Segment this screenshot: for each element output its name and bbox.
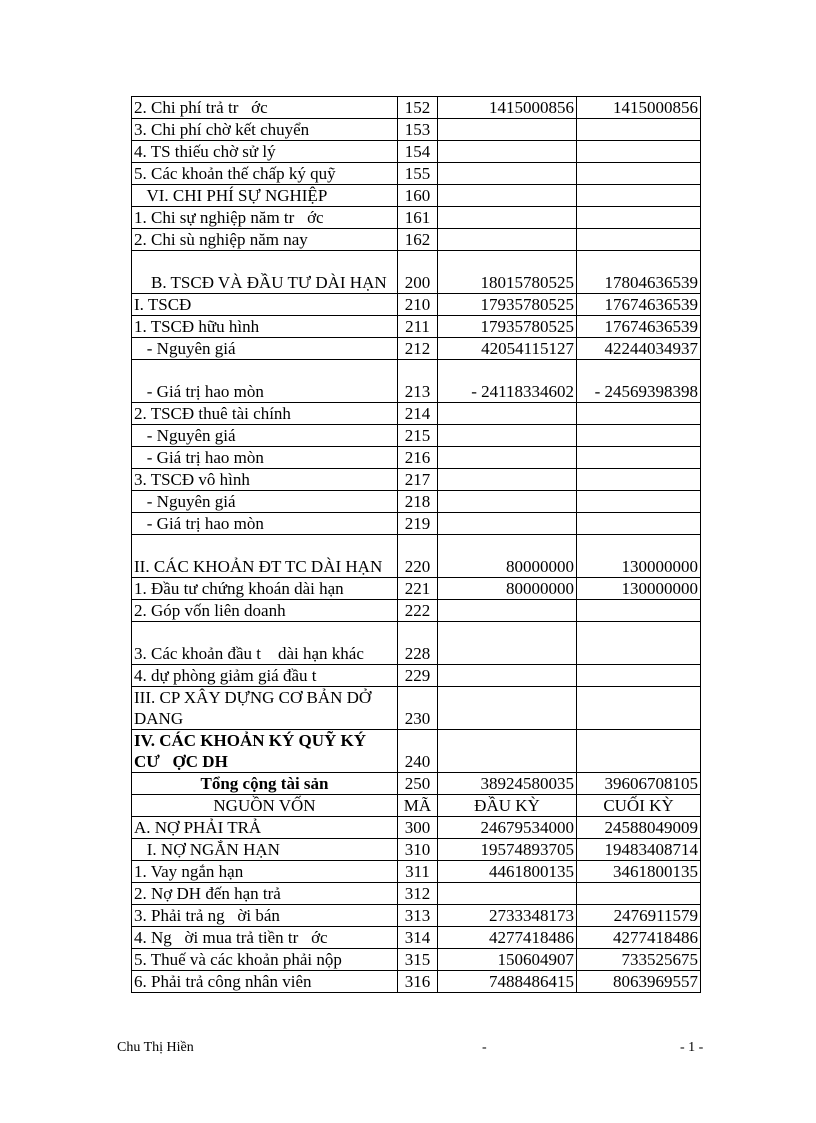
footer-separator: -	[482, 1040, 487, 1055]
table-row	[132, 316, 701, 338]
table-row	[132, 207, 701, 229]
row-label: 5. Các khoản thế chấp ký quỹ	[132, 163, 398, 185]
row-label: 2. Góp vốn liên doanh	[132, 600, 398, 622]
balance-sheet-body	[132, 97, 701, 993]
row-value-end	[577, 425, 701, 447]
table-row	[132, 185, 701, 207]
row-code: 217	[398, 469, 438, 491]
row-value-start	[438, 447, 577, 469]
row-value-end	[577, 687, 701, 730]
row-label: B. TSCĐ VÀ ĐẦU TƯ DÀI HẠN	[132, 251, 398, 294]
table-row	[132, 883, 701, 905]
footer-author: Chu Thị Hiền	[117, 1040, 194, 1055]
row-value-start	[438, 185, 577, 207]
table-row	[132, 251, 701, 294]
row-value-start: 80000000	[438, 535, 577, 578]
row-code: 216	[398, 447, 438, 469]
row-label: - Nguyên giá	[132, 491, 398, 513]
table-row	[132, 665, 701, 687]
table-row	[132, 687, 701, 730]
row-code: 211	[398, 316, 438, 338]
row-value-end: 4277418486	[577, 927, 701, 949]
row-value-end	[577, 447, 701, 469]
table-row	[132, 600, 701, 622]
row-value-start	[438, 425, 577, 447]
row-value-end: CUỐI KỲ	[577, 795, 701, 817]
row-label: - Nguyên giá	[132, 338, 398, 360]
row-code: 313	[398, 905, 438, 927]
row-code: 311	[398, 861, 438, 883]
row-value-end	[577, 883, 701, 905]
row-value-end	[577, 622, 701, 665]
row-value-start: - 24118334602	[438, 360, 577, 403]
row-label: I. NỢ NGẮN HẠN	[132, 839, 398, 861]
row-value-end	[577, 665, 701, 687]
row-label: NGUỒN VỐN	[132, 795, 398, 817]
row-label: 6. Phải trả công nhân viên	[132, 971, 398, 993]
row-value-start	[438, 403, 577, 425]
row-value-end	[577, 229, 701, 251]
row-value-end: 17804636539	[577, 251, 701, 294]
row-value-start: 17935780525	[438, 294, 577, 316]
row-value-end	[577, 185, 701, 207]
row-code: 153	[398, 119, 438, 141]
row-label: VI. CHI PHÍ SỰ NGHIỆP	[132, 185, 398, 207]
table-row	[132, 294, 701, 316]
table-row	[132, 927, 701, 949]
row-value-end: 19483408714	[577, 839, 701, 861]
row-code: 250	[398, 773, 438, 795]
row-value-start: 18015780525	[438, 251, 577, 294]
table-row	[132, 949, 701, 971]
row-label: 4. Ng ời mua trả tiền tr ớc	[132, 927, 398, 949]
row-value-end: 17674636539	[577, 294, 701, 316]
row-code: 300	[398, 817, 438, 839]
row-value-end	[577, 513, 701, 535]
row-code: 219	[398, 513, 438, 535]
table-row	[132, 971, 701, 993]
table-row	[132, 622, 701, 665]
row-value-end: - 24569398398	[577, 360, 701, 403]
table-row	[132, 535, 701, 578]
row-label: 1. Vay ngắn hạn	[132, 861, 398, 883]
row-label: - Giá trị hao mòn	[132, 513, 398, 535]
row-value-start: 80000000	[438, 578, 577, 600]
row-value-start: 4277418486	[438, 927, 577, 949]
table-row	[132, 141, 701, 163]
row-value-start	[438, 469, 577, 491]
row-value-start	[438, 207, 577, 229]
row-code: 210	[398, 294, 438, 316]
row-code: 154	[398, 141, 438, 163]
row-label: II. CÁC KHOẢN ĐT TC DÀI HẠN	[132, 535, 398, 578]
row-value-start: 150604907	[438, 949, 577, 971]
table-row	[132, 469, 701, 491]
row-code: 240	[398, 730, 438, 773]
row-code: 213	[398, 360, 438, 403]
row-value-start: 4461800135	[438, 861, 577, 883]
row-value-end: 42244034937	[577, 338, 701, 360]
row-value-start	[438, 141, 577, 163]
table-row	[132, 513, 701, 535]
row-value-start	[438, 163, 577, 185]
row-code: 315	[398, 949, 438, 971]
table-row	[132, 97, 701, 119]
row-label: 3. TSCĐ vô hình	[132, 469, 398, 491]
row-value-start: 42054115127	[438, 338, 577, 360]
footer-page-number: - 1 -	[680, 1040, 704, 1055]
row-code: 160	[398, 185, 438, 207]
table-row	[132, 119, 701, 141]
row-code: 310	[398, 839, 438, 861]
row-value-start: 17935780525	[438, 316, 577, 338]
row-label: 2. TSCĐ thuê tài chính	[132, 403, 398, 425]
row-label: 1. TSCĐ hữu hình	[132, 316, 398, 338]
row-value-end	[577, 491, 701, 513]
row-value-start	[438, 229, 577, 251]
row-label: 2. Nợ DH đến hạn trả	[132, 883, 398, 905]
row-value-start	[438, 687, 577, 730]
table-row	[132, 839, 701, 861]
row-value-end	[577, 163, 701, 185]
table-row	[132, 861, 701, 883]
row-value-start: 24679534000	[438, 817, 577, 839]
row-code: 229	[398, 665, 438, 687]
row-value-end: 8063969557	[577, 971, 701, 993]
table-header-row	[132, 795, 701, 817]
row-value-end: 2476911579	[577, 905, 701, 927]
table-row	[132, 403, 701, 425]
table-row	[132, 360, 701, 403]
row-label: 2. Chi phí trả tr ớc	[132, 97, 398, 119]
row-value-start: 1415000856	[438, 97, 577, 119]
row-label: 2. Chi sù nghiệp năm nay	[132, 229, 398, 251]
row-value-end: 3461800135	[577, 861, 701, 883]
row-value-start: 7488486415	[438, 971, 577, 993]
table-row	[132, 447, 701, 469]
row-code: 214	[398, 403, 438, 425]
row-code: 155	[398, 163, 438, 185]
row-value-end	[577, 600, 701, 622]
row-code: 316	[398, 971, 438, 993]
row-value-end	[577, 207, 701, 229]
row-value-start	[438, 119, 577, 141]
row-value-end	[577, 469, 701, 491]
row-code: 312	[398, 883, 438, 905]
row-value-end: 39606708105	[577, 773, 701, 795]
row-value-end: 130000000	[577, 535, 701, 578]
row-value-end: 17674636539	[577, 316, 701, 338]
row-label: 3. Phải trả ng ời bán	[132, 905, 398, 927]
row-value-end: 24588049009	[577, 817, 701, 839]
row-label: I. TSCĐ	[132, 294, 398, 316]
row-value-start: 19574893705	[438, 839, 577, 861]
row-value-end: 130000000	[577, 578, 701, 600]
row-value-start	[438, 622, 577, 665]
row-value-start: 2733348173	[438, 905, 577, 927]
table-row	[132, 338, 701, 360]
row-value-start	[438, 883, 577, 905]
row-label: - Giá trị hao mòn	[132, 360, 398, 403]
table-row	[132, 491, 701, 513]
table-row	[132, 578, 701, 600]
table-row	[132, 163, 701, 185]
row-label: 1. Đầu tư chứng khoán dài hạn	[132, 578, 398, 600]
row-value-start	[438, 730, 577, 773]
row-value-end: 733525675	[577, 949, 701, 971]
row-code: 212	[398, 338, 438, 360]
row-code: 314	[398, 927, 438, 949]
row-label: - Nguyên giá	[132, 425, 398, 447]
row-code: 152	[398, 97, 438, 119]
row-code: 228	[398, 622, 438, 665]
row-value-end	[577, 403, 701, 425]
row-label: 5. Thuế và các khoản phải nộp	[132, 949, 398, 971]
row-value-start: ĐẦU KỲ	[438, 795, 577, 817]
row-code: 200	[398, 251, 438, 294]
row-value-start	[438, 513, 577, 535]
row-label: 4. dự phòng giảm giá đầu t	[132, 665, 398, 687]
row-label: 1. Chi sự nghiệp năm tr ớc	[132, 207, 398, 229]
row-label: - Giá trị hao mòn	[132, 447, 398, 469]
row-label: Tổng cộng tài sản	[132, 773, 398, 795]
row-code: 222	[398, 600, 438, 622]
row-value-start	[438, 665, 577, 687]
row-value-start: 38924580035	[438, 773, 577, 795]
table-row	[132, 905, 701, 927]
table-row	[132, 425, 701, 447]
row-code: MÃ	[398, 795, 438, 817]
table-row	[132, 730, 701, 773]
row-code: 221	[398, 578, 438, 600]
row-label: 3. Chi phí chờ kết chuyển	[132, 119, 398, 141]
table-row	[132, 229, 701, 251]
row-label: IV. CÁC KHOẢN KÝ QUỸ KÝ CƯ ỢC DH	[132, 730, 398, 773]
row-value-end	[577, 730, 701, 773]
row-code: 220	[398, 535, 438, 578]
row-label: 3. Các khoản đầu t dài hạn khác	[132, 622, 398, 665]
row-value-start	[438, 600, 577, 622]
row-value-end	[577, 119, 701, 141]
table-row	[132, 817, 701, 839]
row-value-start	[438, 491, 577, 513]
row-label: 4. TS thiếu chờ sử lý	[132, 141, 398, 163]
row-label: A. NỢ PHẢI TRẢ	[132, 817, 398, 839]
row-value-end: 1415000856	[577, 97, 701, 119]
row-code: 215	[398, 425, 438, 447]
row-code: 162	[398, 229, 438, 251]
row-value-end	[577, 141, 701, 163]
row-code: 218	[398, 491, 438, 513]
balance-sheet-table	[131, 96, 701, 993]
row-label: III. CP XÂY DỰNG CƠ BẢN DỞ DANG	[132, 687, 398, 730]
row-code: 161	[398, 207, 438, 229]
row-code: 230	[398, 687, 438, 730]
table-total-row	[132, 773, 701, 795]
